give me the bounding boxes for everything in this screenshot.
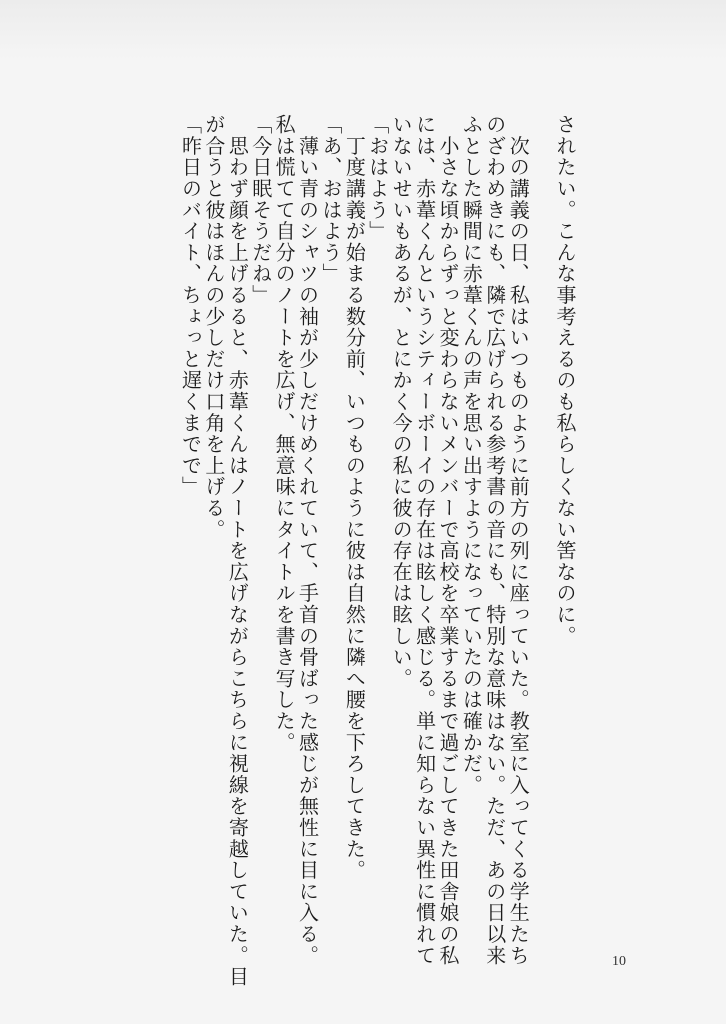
vertical-text-body — [178, 114, 577, 988]
text-line: ふとした瞬間に赤葦くんの声を思い出すようになっていたのは確かだ。 — [459, 114, 484, 796]
text-line: 思わず顔を上げるると、赤葦くんはノートを広げながらこちらに視線を寄越していた。目 — [225, 114, 250, 988]
dialogue-line: 「あ、おはよう」 — [318, 114, 343, 285]
dialogue-line: 「昨日のバイト、ちょっと遅くまでで」 — [178, 114, 203, 498]
text-line: いないせいもあるが、とにかく今の私に彼の存在は眩しい。 — [389, 114, 414, 690]
text-line: 次の講義の日、私はいつものように前方の列に座っていた。教室に入ってくる学生たち — [506, 114, 531, 966]
text-line: 薄い青のシャツの袖が少しだけめくれていて、手首の骨ばった感じが無性に目に入る。 — [295, 114, 320, 966]
text-line: が合うと彼はほんの少しだけ口角を上げる。 — [201, 114, 226, 540]
page-top-shadow — [0, 0, 726, 60]
dialogue-line: 「おはよう」 — [365, 114, 390, 242]
text-line: 丁度講義が始まる数分前、いつものように彼は自然に隣へ腰を下ろしてきた。 — [342, 114, 367, 881]
text-line: には、赤葦くんというシティーボーイの存在は眩しく感じる。単に知らない異性に慣れて — [412, 114, 437, 966]
text-line: 小さな頃からずっと変わらないメンバーで高校を卒業するまで過ごしてきた田舎娘の私 — [435, 114, 460, 966]
dialogue-line: 「今日眠そうだね」 — [248, 114, 273, 306]
text-line: のざわめきにも、隣で広げられる参考書の音にも、特別な意味はない。ただ、あの日以来 — [482, 114, 507, 966]
text-line: されたい。こんな事考えるのも私らしくない筈なのに。 — [553, 114, 577, 647]
page-number: 10 — [612, 954, 626, 969]
text-line: 私は慌てて自分のノートを広げ、無意味にタイトルを書き写した。 — [272, 114, 297, 753]
blank-line — [529, 114, 552, 954]
